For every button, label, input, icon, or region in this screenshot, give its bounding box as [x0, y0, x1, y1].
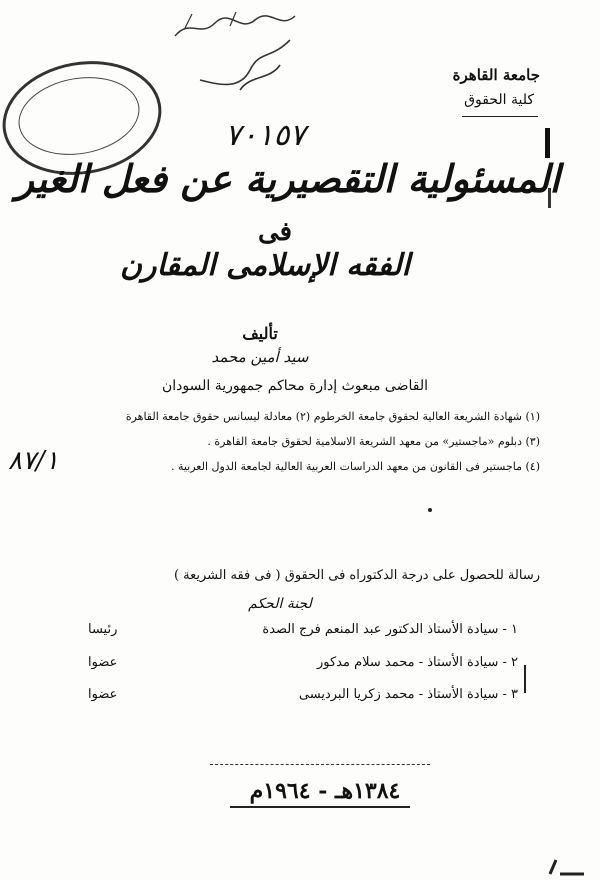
member-role: عضوا — [88, 655, 118, 670]
divider — [210, 764, 430, 765]
corner-mark-icon — [548, 856, 588, 876]
qualification-item: (١) شهادة الشريعة العالية لحقوق جامعة الخرطوم (٢) معادلة ليسانس حقوق جامعة القاهرة — [125, 410, 540, 423]
margin-mark — [545, 128, 550, 158]
ink-dot — [428, 508, 432, 512]
university-name: جامعة القاهرة — [452, 66, 540, 84]
margin-mark — [524, 665, 526, 693]
member-role: عضوا — [88, 687, 118, 702]
committee-member — [88, 687, 518, 702]
divider — [462, 116, 538, 117]
member-entry: ٢ - سيادة الأستاذ - محمد سلام مدكور — [316, 655, 518, 670]
committee-title: لجنة الحكم — [248, 596, 312, 612]
committee-member — [88, 622, 518, 637]
thesis-statement: رسالة للحصول على درجة الدكتوراه فى الحقوق ( فى فقه الشريعة ) — [173, 568, 540, 583]
author-name: سيد أمين محمد — [211, 348, 309, 366]
qualification-item: (٣) دبلوم «ماجستير» من معهد الشريعة الاسلامية لحقوق جامعة القاهرة . — [207, 435, 540, 448]
author-position: القاضى مبعوث إدارة محاكم جمهورية السودان — [162, 378, 428, 394]
committee-member — [88, 655, 518, 670]
divider — [230, 806, 410, 808]
archive-side-number: ٨٧/١ — [8, 446, 59, 476]
publication-date: ١٣٨٤هـ - ١٩٦٤م — [249, 778, 401, 804]
member-entry: ١ - سيادة الأستاذ الدكتور عبد المنعم فرج الصدة — [262, 622, 518, 637]
authored-by-label: تأليف — [242, 324, 278, 343]
member-entry: ٣ - سيادة الأستاذ - محمد زكريا البرديسى — [298, 687, 518, 702]
qualification-item: (٤) ماجستير فى القانون من معهد الدراسات العربية العالية لجامعة الدول العربية . — [170, 460, 540, 473]
thesis-subtitle: الفقه الإسلامى المقارن — [119, 248, 410, 283]
title-connector: فى — [257, 217, 293, 247]
member-role: رئيسا — [88, 622, 118, 637]
faculty-name: كلية الحقوق — [464, 92, 534, 108]
thesis-title: المسئولية التقصيرية عن فعل الغير — [15, 156, 560, 201]
reference-number: ٧٠١٥٧ — [225, 118, 306, 153]
handwritten-scribble-icon — [180, 30, 300, 100]
